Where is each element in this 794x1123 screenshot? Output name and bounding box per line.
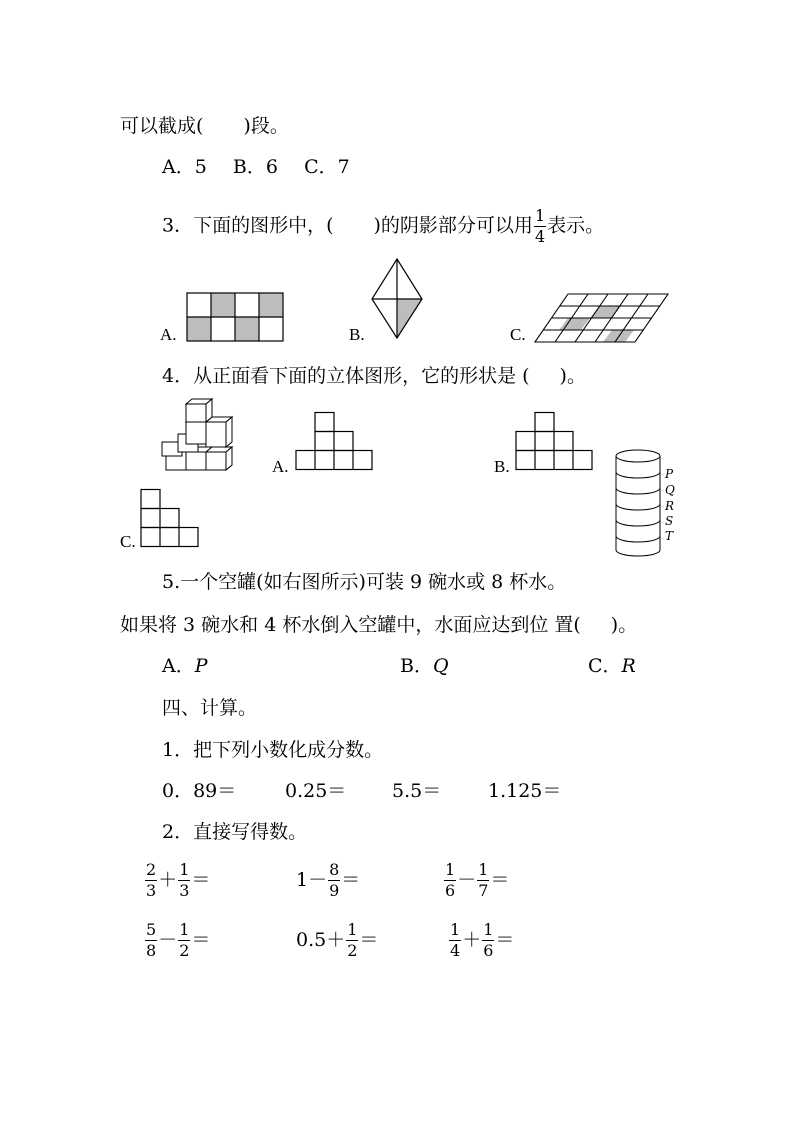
q4-view-b [516, 412, 596, 472]
decimal-item-4: 1.125＝ [488, 780, 562, 802]
calc-r2c3: $\frac{1}{4}$ ＋ $\frac{1}{6}$ ＝ [450, 920, 515, 960]
decimal-item-1: 0．89＝ [162, 780, 237, 802]
shaded-cell [235, 317, 259, 341]
q5-option-b: B．Q [400, 655, 449, 677]
section4-q1-title: 1．把下列小数化成分数。 [162, 739, 384, 761]
shaded-cell [590, 306, 621, 318]
q3-stem: 3．下面的图形中，( )的阴影部分可以用 $\frac{1}{4}$ 表示。 [162, 206, 605, 246]
shaded-cell [211, 293, 235, 317]
calc-r1c2: 1－ $\frac{8}{9}$ ＝ [296, 860, 361, 900]
calc-r2c2: 0.5＋ $\frac{1}{2}$ ＝ [296, 920, 379, 960]
q3-figure-c [532, 294, 670, 344]
q4-label-b: B. [494, 457, 510, 476]
q2-option-b: B．6 [232, 156, 278, 178]
q2-stem: 可以截成( )段。 [120, 115, 289, 137]
decimal-item-3: 5.5＝ [392, 780, 442, 802]
q3-figure-a [187, 293, 283, 341]
q5-option-a: A．P [162, 655, 208, 677]
section4-title: 四、计算。 [162, 697, 258, 719]
q3-label-b: B. [349, 325, 365, 344]
q4-cube-stack [160, 398, 240, 473]
q4-label-c: C. [120, 532, 136, 551]
q2-options [162, 158, 350, 177]
calc-r2c1: $\frac{5}{8}$ － $\frac{1}{2}$ ＝ [146, 920, 211, 960]
q2-option-c: C．7 [304, 156, 350, 178]
q4-stem: 4．从正面看下面的立体图形，它的形状是 ( )。 [162, 365, 586, 387]
shaded-cell [187, 317, 211, 341]
q5-option-c: C．R [588, 655, 636, 677]
calc-r1c3: $\frac{1}{6}$ － $\frac{1}{7}$ ＝ [445, 860, 510, 900]
can-label-q: Q [665, 483, 675, 497]
can-label-s: S [665, 514, 674, 528]
q3-figure-b [370, 258, 424, 340]
section4-q2-title: 2．直接写得数。 [162, 821, 308, 843]
q3-label-c: C. [510, 325, 526, 344]
q4-view-a [296, 412, 374, 472]
q3-label-a: A. [160, 325, 177, 344]
can-label-p: P [665, 467, 674, 481]
q5-line1: 5.一个空罐(如右图所示)可装 9 碗水或 8 杯水。 [162, 571, 567, 593]
q4-label-a: A. [272, 457, 289, 476]
q4-view-c [141, 489, 201, 549]
decimal-item-2: 0.25＝ [285, 780, 347, 802]
calc-r1c1: $\frac{2}{3}$ ＋ $\frac{1}{3}$ ＝ [146, 860, 211, 900]
can-label-t: T [665, 529, 674, 543]
can-label-r: R [665, 499, 675, 513]
q5-line2: 如果将 3 碗水和 4 杯水倒入空罐中，水面应达到位 置( )。 [120, 614, 638, 636]
q2-option-a: A．5 [162, 156, 207, 178]
shaded-cell [559, 318, 590, 330]
shaded-cell [259, 293, 283, 317]
can-figure [614, 448, 664, 558]
q3-fraction: $\frac{1}{4}$ [534, 206, 546, 246]
